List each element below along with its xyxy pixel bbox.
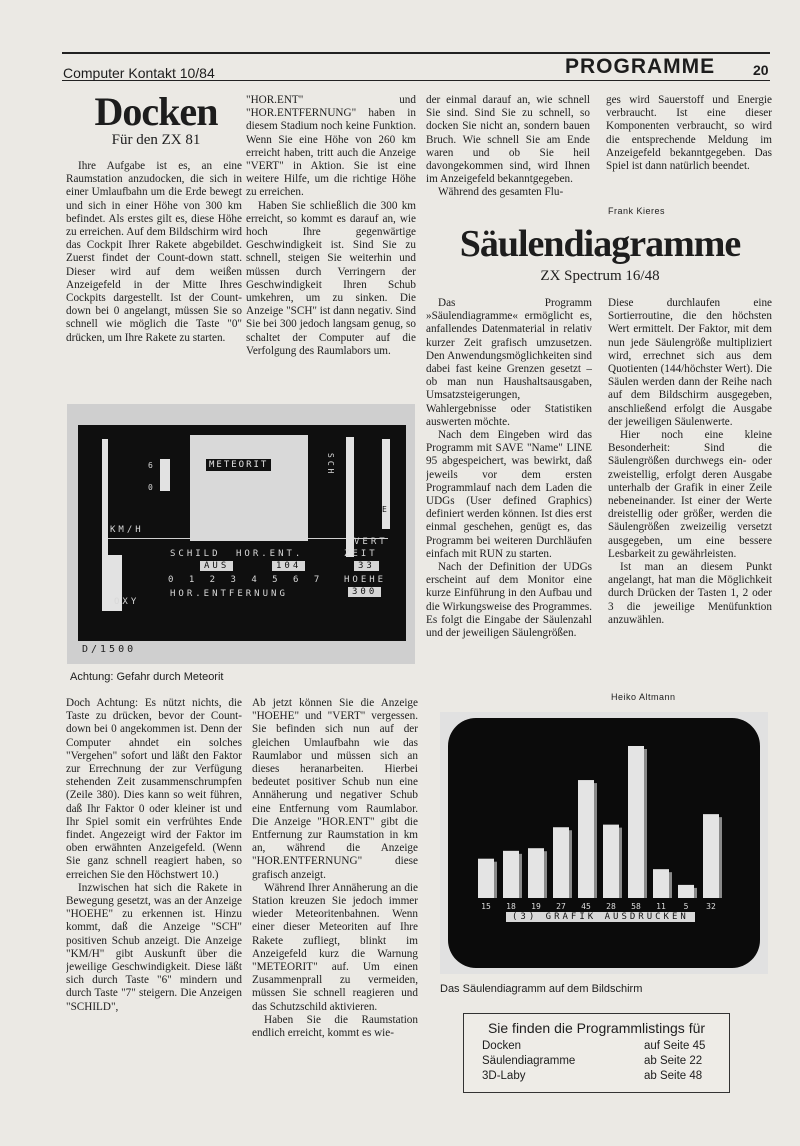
hoehe-label: HOEHE: [344, 575, 387, 585]
paragraph: Nach dem Eingeben wird das Programm mit SAVE "Name" LINE 95 abgespeichert, was bewirkt, daß jeweils vor dem ersten Programmlauf nach dem Laden die UDGs (User defined Graphics) definiert werden können. Ist dies erst einmal geschehen, genügt es, das Programm bei weiteren Durchläufen einfach mit RUN zu starten.: [426, 429, 592, 560]
bar: [678, 885, 694, 898]
paragraph: der einmal darauf an, wie schnell Sie sind. Sind Sie zu schnell, so docken Sie nicht an, sondern bauen Bruch. Wie schnell Sie am Ende waren und ob Sie heil davongekommen sind, wird Ihnen im Anzeigefeld bekanntgegeben.: [426, 94, 590, 186]
paragraph: ges wird Sauerstoff und Energie verbraucht. Ist eine dieser Komponenten verbraucht, so wird die entsprechende Meldung im Anzeigefeld bekanntgegeben. Das Spiel ist dann natürlich beendet.: [606, 94, 772, 173]
bar-shadow: [519, 854, 522, 898]
paragraph: Das Programm »Säulendiagramme« ermöglicht es, anfallendes Datenmaterial in relativ kurzer Zeit grafisch umzusetzen. Den Anwendungsmöglichkeiten sind dabei fast keine Grenzen gesetzt – ob man nun Haushaltsausgaben, Umsatzsteigerungen, Wahlergebnisse oder Statistiken auswerten möchte.: [426, 297, 592, 428]
saeulen-column-1: [426, 297, 592, 702]
listing-name-saeulen: Säulendiagramme: [482, 1055, 576, 1067]
saeulen-tv-screen: [448, 718, 760, 968]
author-docken: Frank Kieres: [608, 206, 666, 216]
hor-ent-label: HOR.ENT.: [236, 549, 304, 559]
docken-column-5: [66, 697, 242, 1093]
paragraph: Diese durchlaufen eine Sortierroutine, die den höchsten Wert ermittelt. Der Faktor, mit dem nun jede Säulengröße multipliziert wird, errechnet sich aus dem Quotienten (144/höchster Wert). Die Säulen werden dann der Reihe nach auf dem Bildschirm ausgegeben, anschließend erfolgt die Ausgabe der jeweiligen Säulenwerte.: [608, 297, 772, 428]
cockpit-display: [190, 435, 308, 541]
article-title-saeulendiagramme: Säulendiagramme: [459, 223, 741, 265]
zeit-label: ZEIT: [344, 549, 378, 559]
bar-value-label: 45: [581, 902, 591, 911]
vert-label: VERT: [354, 537, 388, 547]
hor-entfernung-label: HOR.ENTFERNUNG: [170, 589, 288, 599]
article-title-docken: Docken: [94, 89, 218, 134]
paragraph: Ist man an diesem Punkt angelangt, hat man die Möglichkeit durch Drücken der Tasten 1, 2 oder 3 die jeweilige Menüfunktion anzuwählen.: [608, 561, 772, 626]
bar: [653, 869, 669, 898]
docken-column-1: [66, 160, 242, 400]
bar-value-label: 32: [706, 902, 716, 911]
speed-bar: [160, 459, 170, 491]
bar-shadow: [694, 888, 697, 898]
menu-line: (3) GRAFIK AUSDRUCKEN: [506, 912, 695, 922]
zeit-value: 33: [354, 561, 379, 571]
paragraph: Doch Achtung: Es nützt nichts, die Taste zu drücken, bevor der Count-down bei 0 angekommen ist. Denn der Computer ahndet ein solches "Vergehen" sofort und läßt den Faktor zur Errechnung der zur Verfügung stehenden Zeit zusammenschrumpfen (Zeile 380). Dies kann so weit führen, daß Ihr Faktor 0 oder kleiner ist und Ihr Spiel somit ein verfrühtes Ende findet. Angezeigt wird der Faktor im oben erwähnten Anzeigefeld. (Wenn Sie ganz schnell reagiert haben, so erreichen Sie den Höchstwert 10.): [66, 697, 242, 881]
docken-column-4: [606, 94, 772, 190]
sch-label: SCH: [326, 453, 335, 477]
bar: [703, 814, 719, 898]
paragraph: Während Ihrer Annäherung an die Station kreuzen Sie jedoch immer wieder Meteoritenbahnen. Wenn einer dieser Meteoriten auf Ihre Rakete zufliegt, blinkt im Anzeigefeld kurz die Warnung "METEORIT" auf. Um einen Zusammenprall zu vermeiden, müssen Sie schnell reagieren und das Schutzschild aktivieren.: [252, 881, 418, 1013]
docken-cockpit-screen: [78, 425, 406, 641]
saeulen-column-2: [608, 297, 772, 687]
paragraph: "HOR.ENT" und "HOR.ENTFERNUNG" haben in diesem Stadium noch keine Funktion. Wenn Sie eine Höhe von 260 km erreicht haben, tritt auch die Anzeige "VERT" in Aktion. Sie ist eine weitere Hilfe, um die richtige Höhe zu erreichen.: [246, 94, 416, 199]
header-rule-top: [62, 52, 770, 54]
bar-value-label: 18: [506, 902, 516, 911]
bar: [578, 780, 594, 898]
status-line: D/1500: [82, 644, 137, 655]
listing-box: [463, 1013, 730, 1093]
paragraph: Ab jetzt können Sie die Anzeige "HOEHE" und "VERT" vergessen. Sie befinden sich nun auf der gleichen Umlaufbahn wie das Raumlabor und müssen sich an dieses heranarbeiten. Hierbei bedeutet positiver Schub nun eine Annäherung und negativer Schub eine Entfernung vom Raumlabor. Die Anzeige "HOR.ENT" gibt die Entfernung zur Raumstation in km an, während die Anzeige "HOR.ENTFERNUNG" diese grafisch anzeigt.: [252, 697, 418, 881]
bar-shadow: [719, 817, 722, 898]
bar-shadow: [644, 749, 647, 898]
docken-column-6: [252, 697, 418, 1093]
bar-shadow: [619, 828, 622, 898]
listing-name-docken: Docken: [482, 1040, 521, 1052]
listing-page-docken: auf Seite 45: [644, 1040, 706, 1052]
bar: [528, 848, 544, 898]
schild-label: SCHILD: [170, 549, 221, 559]
listing-page-3d-laby: ab Seite 48: [644, 1070, 703, 1082]
docken-caption: Achtung: Gefahr durch Meteorit: [70, 671, 224, 683]
meteor-warning: METEORIT: [206, 459, 271, 471]
bar: [628, 746, 644, 898]
paragraph: Haben Sie die Raumstation endlich erreicht, kommt es wie-: [252, 1013, 418, 1040]
hor-ent-value: 104: [272, 561, 305, 571]
energy-gauge: [382, 439, 390, 529]
paragraph: Haben Sie schließlich die 300 km erreicht, so kommt es darauf an, wie hoch Ihre gegenwärtige Geschwindigkeit ist. Sind Sie zu schnell, steigen Sie weiterhin und müssen durch Verringern der Geschwindigkeit Ihren Schub umkehren, um zu sinken. Die Anzeige "SCH" ist dann negativ. Sind Sie bei 300 jedoch langsam genug, so schaltet der Computer auf die Verfolgung des Raumlabors um.: [246, 199, 416, 357]
bar: [478, 859, 494, 898]
magazine-issue: Computer Kontakt 10/84: [63, 65, 215, 81]
bar-shadow: [544, 851, 547, 898]
bar-value-label: 19: [531, 902, 541, 911]
bar-value-label: 58: [631, 902, 641, 911]
saeulen-caption: Das Säulendiagramm auf dem Bildschirm: [440, 983, 643, 995]
oxy-label: OXY: [114, 597, 140, 607]
bar-shadow: [569, 830, 572, 898]
paragraph: Hier noch eine kleine Besonderheit: Sind die Säulengrößen durchwegs ein- oder zweistellig, erfolgt deren Ausgabe unterhalb der Grafik in einer Zeile nebeneinander. Ist einer der Werte dreistellig oder größer, werden die Säulengrößen zweizeilig versetzt ausgegeben, um eine bessere Lesbarkeit zu gewährleisten.: [608, 429, 772, 560]
speed-mark-bottom: 0: [148, 483, 156, 492]
bar-value-label: 11: [656, 902, 666, 911]
kmh-label: KM/H: [110, 525, 144, 535]
bar: [503, 851, 519, 898]
paragraph: Nach der Definition der UDGs erscheint auf dem Monitor eine kurze Einführung in den Aufbau und die Wirkungsweise des Programmes. Es folgt die Eingabe der Säulenzahl und der jeweiligen Säulengrößen.: [426, 561, 592, 640]
article-subtitle-saeulendiagramme: ZX Spectrum 16/48: [540, 268, 660, 284]
schild-value: AUS: [200, 561, 233, 571]
e-label: E: [382, 505, 390, 514]
vert-gauge: [346, 437, 354, 557]
speed-mark-top: 6: [148, 461, 156, 470]
listing-box-title: Sie finden die Programmlistings für: [487, 1020, 706, 1036]
distance-scale: 0 1 2 3 4 5 6 7: [168, 575, 325, 585]
bar-chart: [448, 718, 760, 968]
article-subtitle-docken: Für den ZX 81: [111, 132, 201, 148]
bar: [603, 825, 619, 898]
listing-page-saeulen: ab Seite 22: [644, 1055, 703, 1067]
paragraph: Während des gesamten Flu-: [438, 186, 564, 199]
docken-column-3: [426, 94, 590, 218]
bar-value-label: 5: [683, 902, 689, 911]
docken-column-2: [246, 94, 416, 394]
page-number: 20: [753, 62, 769, 78]
bar-value-label: 28: [606, 902, 616, 911]
bar-value-label: 27: [556, 902, 566, 911]
listing-name-3d-laby: 3D-Laby: [482, 1070, 526, 1082]
bar-value-label: 15: [481, 902, 491, 911]
hoehe-value: 300: [348, 587, 381, 597]
paragraph: Inzwischen hat sich die Rakete in Bewegung gesetzt, was an der Anzeige "HOEHE" zu erkennen ist. Hinzu kommt, daß die Anzeige "SCH" positiven Schub anzeigt. Die Anzeige "KM/H" gibt Auskunft über die jeweilige Geschwindigkeit. Diese läßt sich durch Taste "6" mindern und durch Taste "7" steigern. Die Anzeigen "SCHILD",: [66, 881, 242, 1013]
bar-shadow: [669, 872, 672, 898]
bar: [553, 827, 569, 898]
author-saeulendiagramme: Heiko Altmann: [611, 692, 676, 702]
paragraph: Ihre Aufgabe ist es, an eine Raumstation anzudocken, die sich in einer Umlaufbahn um die Erde bewegt und sich in einer Höhe von 300 km befindet. Als erstes gilt es, diese Höhe zu erreichen. Auf dem Bildschirm wird das Cockpit Ihrer Rakete abgebildet. Zuerst findet der Count-down statt. Dieser wird auf dem weißen Anzeigefeld in der Mitte Ihres Cockpits dargestellt. Ist der Count-down bei 0 angelangt, müssen Sie so schnell wie möglich die Taste "0" drücken, um Ihre Rakete zu starten.: [66, 160, 242, 344]
bar-shadow: [594, 783, 597, 898]
section-title: PROGRAMME: [565, 55, 716, 78]
bar-shadow: [494, 862, 497, 898]
